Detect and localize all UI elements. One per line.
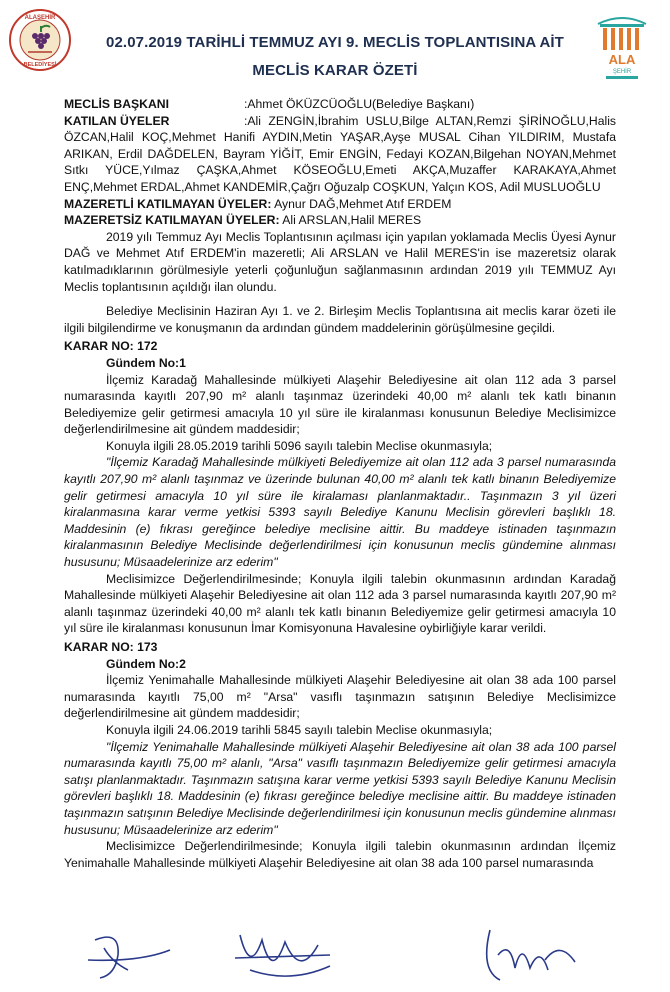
mazeretli-row xyxy=(64,196,616,213)
intro-paragraph-1: 2019 yılı Temmuz Ayı Meclis Toplantısının açılması için yapılan yoklamada Meclis Üyesi Aynur DAĞ ve Mehmet Atıf ERDEM'in mazeretli; Ali ARSLAN ve Halil MERES'in ise mazeretsiz olarak katılmadıklarının görülmesiyle yeterli çoğunluğun sağlanmasının ardından 2019 yılı TEMMUZ Ayı Meclis toplantısının açıldığı ilan olundu. xyxy=(64,229,616,294)
intro-paragraph-2: Belediye Meclisinin Haziran Ayı 1. ve 2. Birleşim Meclis Toplantısına ait meclis karar özeti ile ilgili bilgilendirme ve konuşmanın da ardından gündem maddelerinin görüşülmesine geçildi. xyxy=(64,304,616,335)
signature-1-icon xyxy=(88,937,170,978)
mazeretli-label: MAZERETLİ KATILMAYAN ÜYELER: xyxy=(64,196,272,211)
karar-173-paragraph-1: İlçemiz Yenimahalle Mahallesinde mülkiyeti Alaşehir Belediyesine ait olan 38 ada 100 parsel numarasında kayıtlı 75,00 m² "Arsa" vasıflı taşınmazın satışının Belediye Meclisimizce değerlendirilmesine ait gündem maddesidir; xyxy=(64,673,616,721)
karar-173-paragraph-2: Konuyla ilgili 24.06.2019 tarihli 5845 sayılı talebin Meclise okunmasıyla; xyxy=(106,722,493,737)
svg-text:ŞEHİR: ŞEHİR xyxy=(612,69,632,75)
ala-sehir-logo-icon xyxy=(592,10,652,82)
document-body xyxy=(64,96,616,871)
karar-172-number: KARAR NO: 172 xyxy=(64,339,158,354)
karar-173-gundem: Gündem No:2 xyxy=(106,656,186,671)
katilan-label: KATILAN ÜYELER xyxy=(64,113,170,128)
document-title: 02.07.2019 TARİHLİ TEMMUZ AYI 9. MECLİS TOPLANTISINA AİT xyxy=(106,34,564,51)
signature-3-icon xyxy=(487,930,575,980)
katilan-row xyxy=(64,113,616,196)
signature-2-icon xyxy=(235,935,330,976)
svg-text:ALA: ALA xyxy=(608,52,636,67)
katilan-value: :Ali ZENGİN,İbrahim USLU,Bilge ALTAN,Remzi ŞİRİNOĞLU,Halis ÖZCAN,Halil KOÇ,Mehmet Hanifi AYDIN,Metin YAŞAR,Ayşe MUSAL Cihan YILDIRIM, Mustafa ARIKAN, Erdil DAĞDELEN, Bayram YİĞİT, Emir ENGİN, Fedayi KOZAN,Bilgehan NOYAN,Mehmet Sıtkı YÜCE,Yılmaz ÇAŞKA,Ahmet KÖSEOĞLU,Emeti AKÇA,Muzaffer KARAKAYA,Ahmet ENÇ,Mehmet ERDAL,Ahmet KANDEMİR,Çağrı Oğuzalp COŞKUN, Yalçın KOS, Adil MUSLUOĞLU xyxy=(64,113,616,194)
karar-172-quote: "İlçemiz Karadağ Mahallesinde mülkiyeti Belediyemize ait olan 112 ada 3 parsel numarasında kayıtlı 207,90 m² alanlı taşınmaz ve üzerinde bulunan 40,00 m² alanlı tek katlı binanın Belediyemize gelir getirmesi amacıyla 10 yıl süre ile kiralaması planlanmaktadır.. Taşınmazın 3 yıl üzeri kiralanmasına karar verme yetkisi 5393 sayılı Belediye Kanunu Meclisin görevleri başlıklı 18. Maddesinin (e) fıkrası gereğince belediye meclisine aittir. Bu maddeye istinaden taşınmazın kiralanmasının Belediye Meclisinde değerlendirilmesi için konusunun meclis gündemine alınması hususunu; Müsaadelerinize arz ederim" xyxy=(64,455,616,570)
baskan-value: :Ahmet ÖKÜZCÜOĞLU(Belediye Başkanı) xyxy=(244,97,475,111)
mazeretsiz-label: MAZERETSİZ KATILMAYAN ÜYELER: xyxy=(64,213,280,228)
karar-173-number: KARAR NO: 173 xyxy=(64,640,158,654)
svg-text:ALAŞEHİR: ALAŞEHİR xyxy=(24,15,56,21)
mazeretsiz-value: Ali ARSLAN,Halil MERES xyxy=(279,213,422,228)
document-header xyxy=(0,0,670,92)
baskan-label: MECLİS BAŞKANI xyxy=(64,97,169,111)
karar-172-gundem: Gündem No:1 xyxy=(106,355,186,370)
mazeretli-value: Aynur DAĞ,Mehmet Atıf ERDEM xyxy=(271,196,452,211)
document-subtitle: MECLİS KARAR ÖZETİ xyxy=(252,62,418,79)
alasehir-belediyesi-logo-icon xyxy=(8,8,72,72)
karar-172-paragraph-2: Konuyla ilgili 28.05.2019 tarihli 5096 sayılı talebin Meclise okunmasıyla; xyxy=(106,438,493,453)
karar-172-paragraph-1: İlçemiz Karadağ Mahallesinde mülkiyeti Alaşehir Belediyesine ait olan 112 ada 3 parsel numarasında kayıtlı 207,90 m² alanlı taşınmaz üzerindeki 40,00 m² alanlı tek katlı binanın Belediyemize gelir getirmesi amacıyla 10 yıl süre ile kiralanması konusunun Belediye Meclisimizce değerlendirilmesine ait gündem maddesidir; xyxy=(64,372,616,437)
baskan-row xyxy=(64,96,616,113)
svg-text:BELEDİYESİ: BELEDİYESİ xyxy=(23,62,57,68)
signatures-area xyxy=(0,900,670,992)
karar-172-paragraph-3: Meclisimizce Değerlendirilmesinde; Konuyla ilgili talebin okunmasının ardından Karadağ Mahallesinde mülkiyeti Alaşehir Belediyesine ait olan 112 ada 3 parsel numarasında kayıtlı 207,90 m² alanlı taşınmaz üzerindeki 40,00 m² alanlı tek katlı binanın Belediyemize gelir getirmesi amacıyla 10 yıl süre ile kiralanması konusunun İmar Komisyonuna Havalesine oybirliğiyle karar verildi. xyxy=(64,571,616,636)
karar-173-paragraph-3: Meclisimizce Değerlendirilmesinde; Konuyla ilgili talebin okunmasının ardından İlçemiz Yenimahalle Mahallesinde mülkiyeti Alaşehir Belediyesine ait olan 38 ada 100 parsel numarasında xyxy=(64,839,616,870)
mazeretsiz-row xyxy=(64,212,616,229)
karar-173-quote: "İlçemiz Yenimahalle Mahallesinde mülkiyeti Alaşehir Belediyesine ait olan 38 ada 100 parsel numarasında kayıtlı 75,00 m² alanlı, "Arsa" vasıflı taşınmazın Belediyemize gelir getirmesi amacıyla satışı planlanmaktadır. Taşınmazın satışına karar verme yetkisi 5393 sayılı Belediye Kanunu Meclisin görevleri başlıklı 18. Maddesinin (e) fıkrası gereğince belediye meclisine aittir. Bu maddeye istinaden taşınmazın satışının Belediye Meclisinde değerlendirilmesi için konusunun meclis gündemine alınması hususunu; Müsaadelerinize arz ederim" xyxy=(64,739,616,837)
